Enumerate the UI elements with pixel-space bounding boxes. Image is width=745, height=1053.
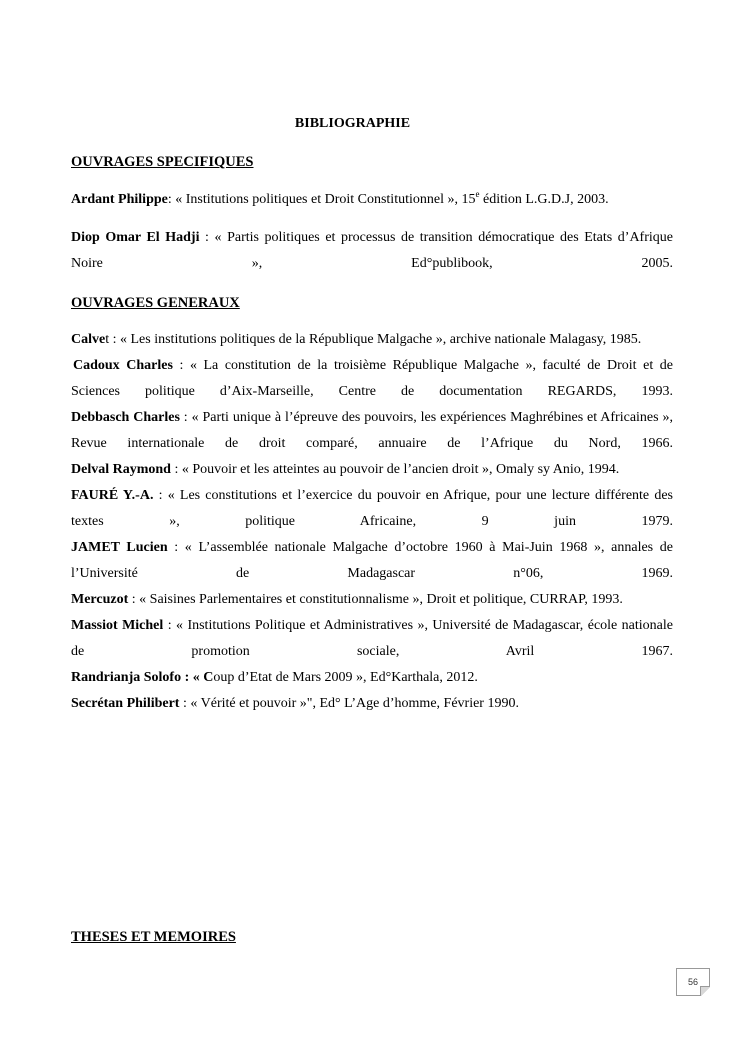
page-curl-icon <box>700 986 710 996</box>
section-heading-theses: THESES ET MEMOIRES <box>71 929 236 945</box>
entry-text: : « Institutions Politique et Administratives », Université de Madagascar, école nationale de promotion sociale, Avril 1967. <box>71 618 673 659</box>
bib-entry-ardant <box>71 187 673 213</box>
page-title: BIBLIOGRAPHIE <box>294 116 411 131</box>
entry-text: : « Institutions politiques et Droit Constitutionnel », 15 <box>167 192 476 207</box>
bib-entry-randrianja <box>71 665 673 691</box>
entry-text: : « La constitution de la troisième République Malgache », faculté de Droit et de Sciences politique d’Aix-Marseille, Centre de documentation REGARDS, 1993. <box>71 358 673 399</box>
entry-author: Cadoux Charles <box>73 358 173 373</box>
bib-entry-faure <box>71 483 673 535</box>
entry-superscript: e <box>475 189 480 199</box>
entry-author: Massiot Michel <box>71 618 164 633</box>
entry-author: Calve <box>71 332 106 347</box>
entry-text: oup d’Etat de Mars 2009 », Ed°Karthala, 2012. <box>213 670 478 685</box>
entry-text: : « Les constitutions et l’exercice du pouvoir en Afrique, pour une lecture différente des textes », politique Africaine, 9 juin 1979. <box>71 488 673 529</box>
entry-author-rest: t <box>105 332 110 347</box>
page-number-label: 56 <box>687 977 698 987</box>
entry-text: édition L.G.D.J, 2003. <box>479 192 609 207</box>
entry-text: : « Saisines Parlementaires et constitutionnalisme », Droit et politique, CURRAP, 1993. <box>128 592 623 607</box>
bib-entry-jamet <box>71 535 673 587</box>
entry-text: : « Les institutions politiques de la République Malgache », archive nationale Malagasy, 1985. <box>109 332 642 347</box>
bib-entry-debbasch <box>71 405 673 457</box>
entry-author: JAMET Lucien <box>71 540 168 555</box>
bib-entry-mercuzot <box>71 587 673 613</box>
bib-entry-diop <box>71 225 673 277</box>
entry-text: : « L’assemblée nationale Malgache d’octobre 1960 à Mai-Juin 1968 », annales de l’Université de Madagascar n°06, 1969. <box>71 540 673 581</box>
bib-entry-delval <box>71 457 673 483</box>
entry-author: Randrianja Solofo : « C <box>71 670 214 685</box>
entry-author: Mercuzot <box>71 592 129 607</box>
entry-author: Ardant Philippe <box>71 192 168 207</box>
section-heading-specific: OUVRAGES SPECIFIQUES <box>71 154 254 170</box>
entry-author: Delval Raymond <box>71 462 171 477</box>
entry-text: : « Parti unique à l’épreuve des pouvoirs, les expériences Maghrébines et Africaines », Revue internationale de droit comparé, annuaire de l’Afrique du Nord, 1966. <box>71 410 673 451</box>
entry-author: Diop Omar El Hadji <box>71 230 200 245</box>
entry-author: FAURÉ Y.-A. <box>71 488 154 503</box>
entry-text: : « Vérité et pouvoir »", Ed° L’Age d’homme, Février 1990. <box>179 696 519 711</box>
bib-entry-calvet <box>71 327 673 353</box>
entry-author: Secrétan Philibert <box>71 696 180 711</box>
bib-entry-cadoux <box>71 353 673 405</box>
section-heading-general: OUVRAGES GENERAUX <box>71 295 240 311</box>
bib-entry-massiot <box>71 613 673 665</box>
entry-author: Debbasch Charles <box>71 410 180 425</box>
bib-entry-secretan <box>71 691 673 717</box>
entry-text: : « Pouvoir et les atteintes au pouvoir de l’ancien droit », Omaly sy Anio, 1994. <box>170 462 620 477</box>
entry-text: : « Partis politiques et processus de transition démocratique des Etats d’Afrique Noire », Ed°publibook, 2005. <box>71 230 673 271</box>
page-number <box>676 968 710 996</box>
